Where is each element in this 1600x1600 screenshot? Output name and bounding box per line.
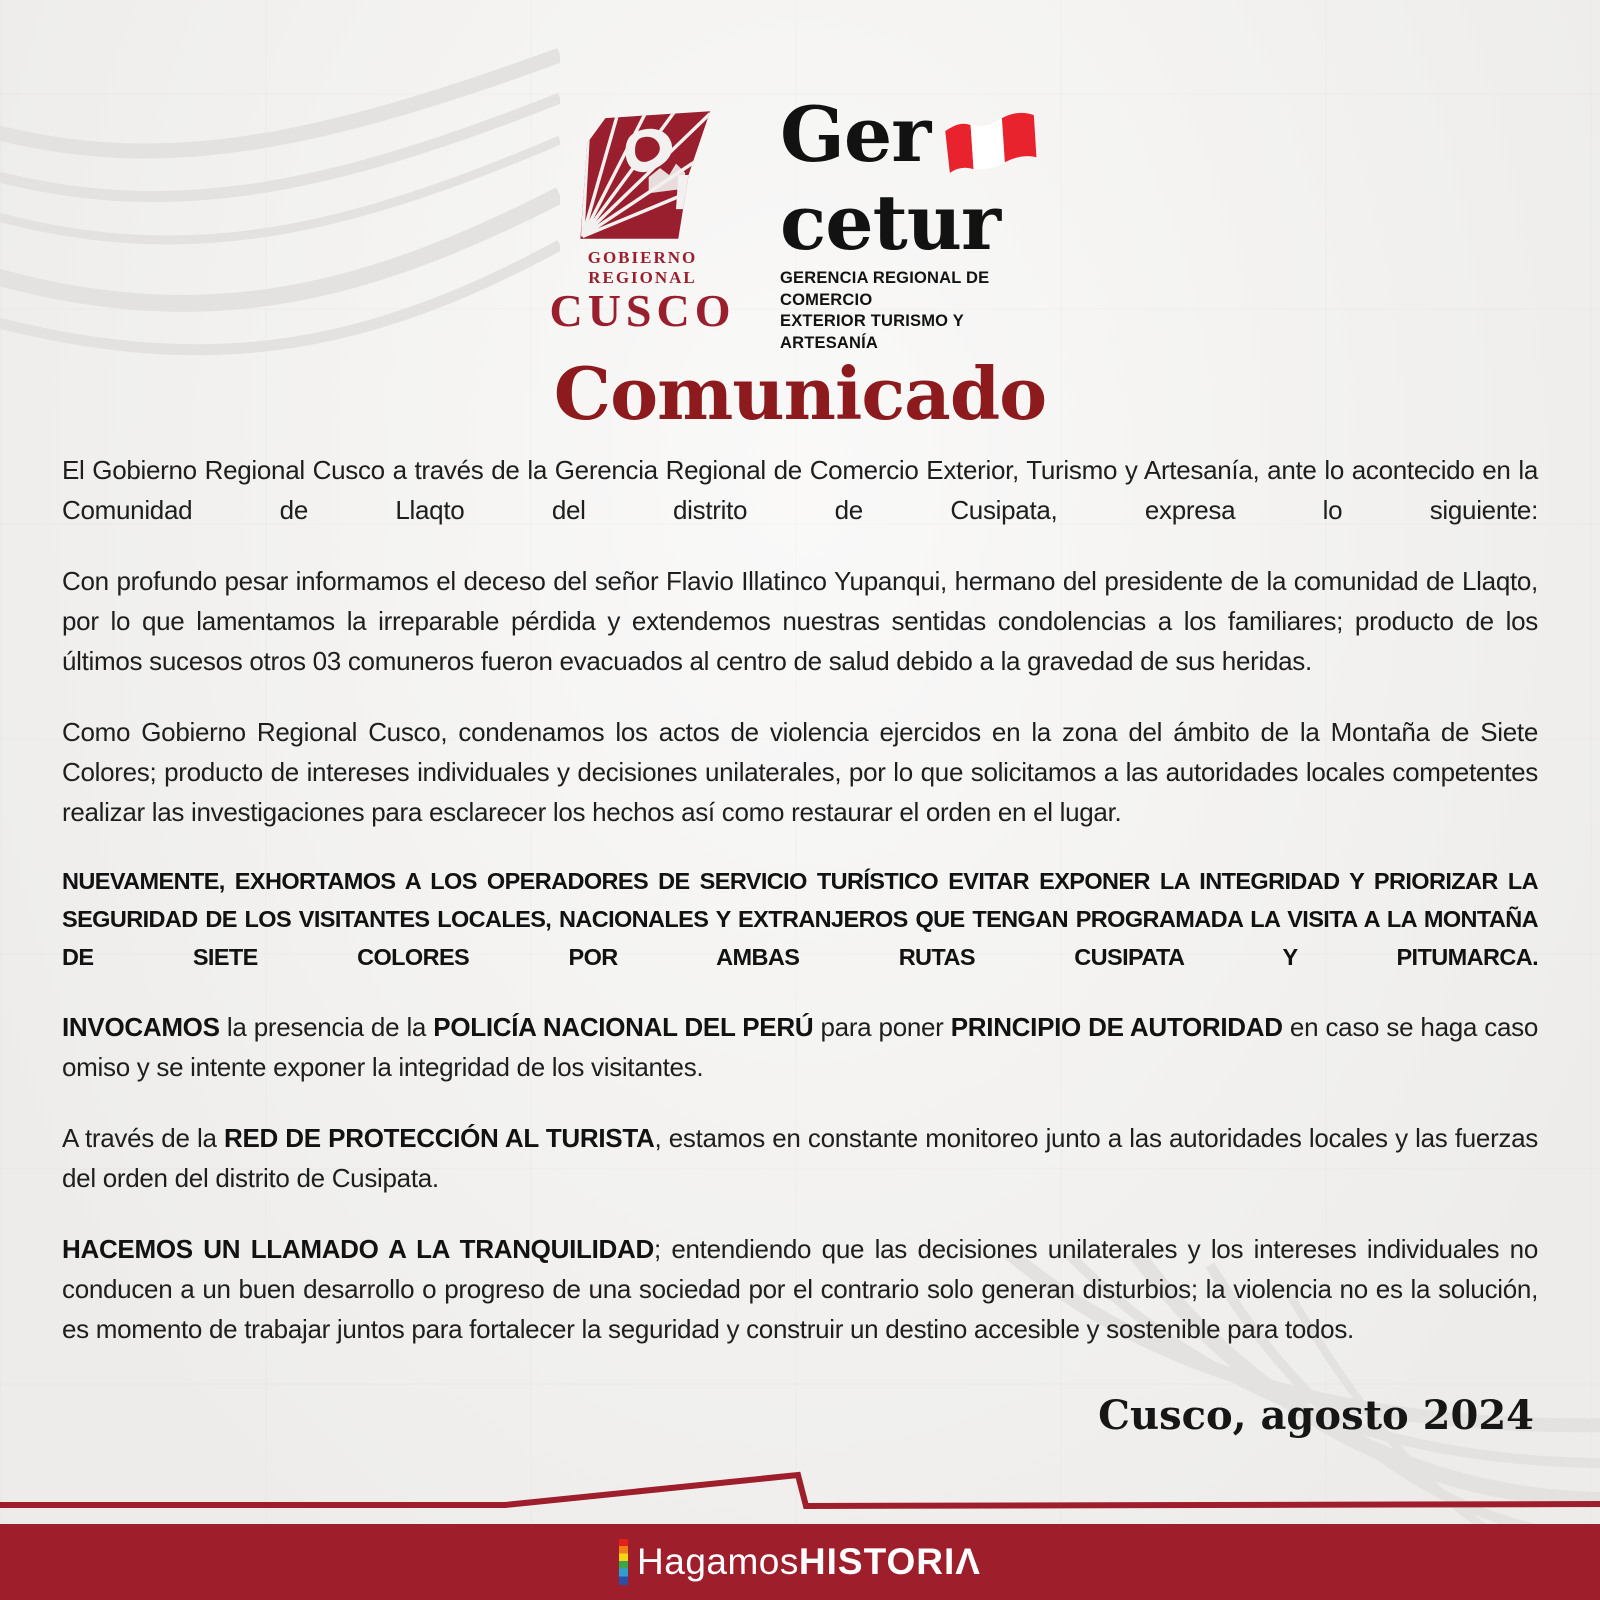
dateline: Cusco, agosto 2024 [1098, 1392, 1534, 1439]
paragraph: NUEVAMENTE, EXHORTAMOS A LOS OPERADORES DE SERVICIO TURÍSTICO EVITAR EXPONER LA INTEGRIDAD Y PRIORIZAR LA SEGURIDAD DE LOS VISITANTES LOCALES, NACIONALES Y EXTRANJEROS QUE TENGAN PROGRAMADA LA VISITA A LA MONTAÑA DE SIETE COLORES POR AMBAS RUTAS CUSIPATA Y PITUMARCA. [62, 868, 1538, 970]
brand-historia: HISTORIΛ [798, 1541, 981, 1582]
footer-zigzag-line [0, 1468, 1600, 1514]
header [0, 0, 1600, 354]
footer-band [0, 1524, 1600, 1600]
paragraph: INVOCAMOS la presencia de la POLICÍA NACIONAL DEL PERÚ para poner PRINCIPIO DE AUTORIDAD en caso se haga caso omiso y se intente exponer la integridad de los visitantes. [62, 1012, 1538, 1083]
cusco-flag-bar-icon [619, 1539, 628, 1585]
gercetur-word-bottom: cetur [780, 178, 1001, 267]
paragraph: El Gobierno Regional Cusco a través de la Gerencia Regional de Comercio Exterior, Turismo y Artesanía, ante lo acontecido en la Comunidad de Llaqto del distrito de Cusipata, expresa lo siguiente: [62, 455, 1538, 526]
gobierno-regional-label: GOBIERNO REGIONAL [587, 248, 698, 287]
page-title: Comunicado [553, 351, 1047, 437]
cusco-emblem-icon [569, 104, 717, 246]
peru-flag-icon [940, 112, 1044, 178]
gobierno-regional-cusco-logo [535, 104, 750, 335]
paragraph: Como Gobierno Regional Cusco, condenamos los actos de violencia ejercidos en la zona del ámbito de la Montaña de Siete Colores; producto de intereses individuales y decisiones unilaterales, por lo que solicitamos a las autoridades locales competentes realizar las investigaciones para esclarecer los hechos así como restaurar el orden en el lugar. [62, 717, 1538, 828]
gercetur-subtitle-line2: EXTERIOR TURISMO Y ARTESANÍA [780, 312, 964, 352]
gercetur-word-top: Ger [780, 90, 931, 179]
cusco-label: CUSCO [549, 285, 736, 336]
gercetur-logo [780, 90, 1065, 354]
brand-hagamos: Hagamos [637, 1541, 799, 1582]
body-paragraphs [0, 450, 1600, 1349]
paragraph: A través de la RED DE PROTECCIÓN AL TURISTA, estamos en constante monitoreo junto a las autoridades locales y las fuerzas del orden del distrito de Cusipata. [62, 1123, 1538, 1194]
paragraph: Con profundo pesar informamos el deceso del señor Flavio Illatinco Yupanqui, hermano del presidente de la comunidad de Llaqto, por lo que lamentamos la irreparable pérdida y extendemos nuestras sentidas condolencias a los familiares; producto de los últimos sucesos otros 03 comuneros fueron evacuados al centro de salud debido a la gravedad de sus heridas. [62, 566, 1538, 677]
paragraph: HACEMOS UN LLAMADO A LA TRANQUILIDAD; entendiendo que las decisiones unilaterales y los intereses individuales no conducen a un buen desarrollo o progreso de una sociedad por el contrario solo generan disturbios; la violencia no es la solución, es momento de trabajar juntos para fortalecer la seguridad y construir un destino accesible y sostenible para todos. [62, 1234, 1538, 1345]
gercetur-subtitle [780, 268, 1065, 354]
gercetur-subtitle-line1: GERENCIA REGIONAL DE COMERCIO [780, 269, 990, 309]
